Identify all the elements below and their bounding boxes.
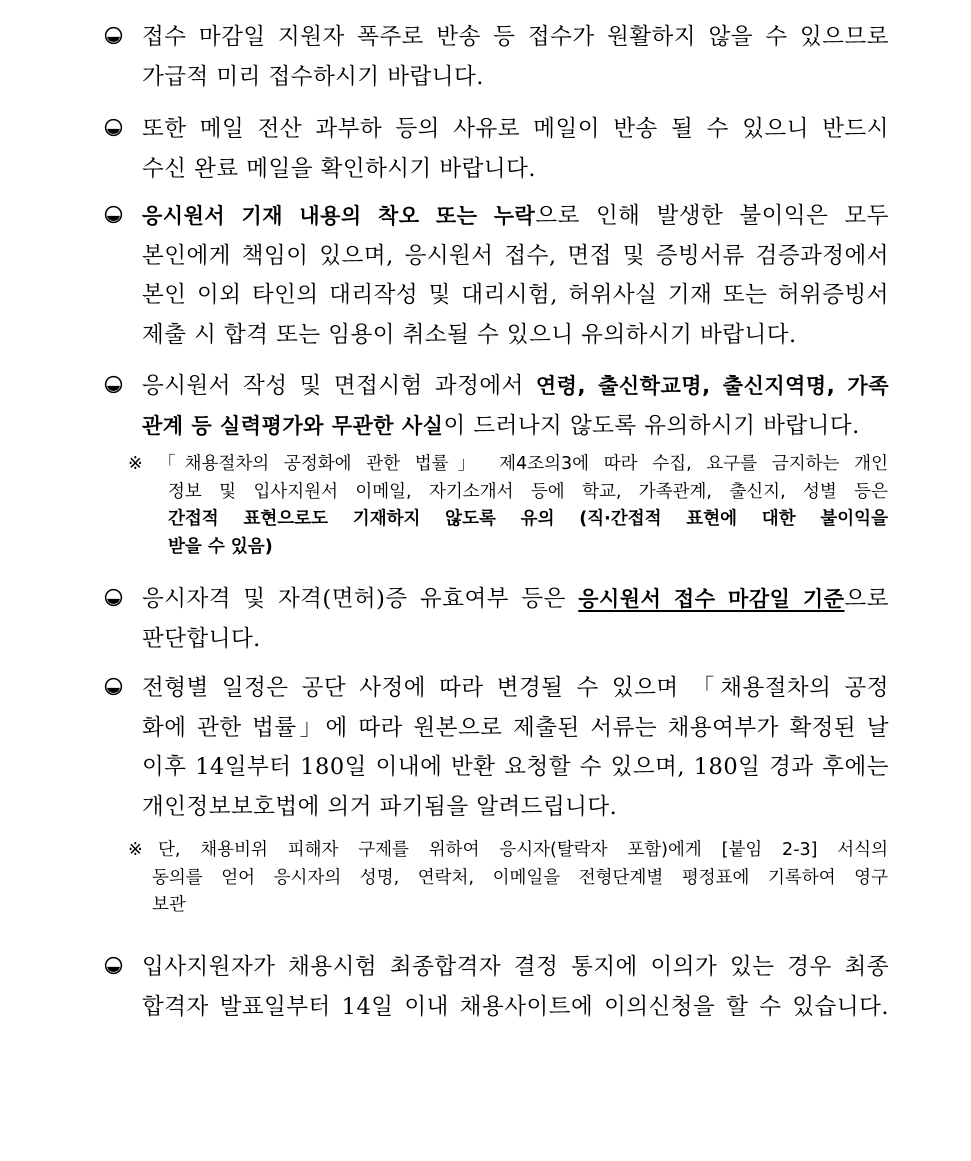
paragraph-line — [142, 150, 536, 189]
paragraph-line — [142, 237, 889, 276]
paragraph-line — [142, 580, 889, 619]
emphasis-text: 연령, 출신학교명, 출신지역명, 가족 — [535, 374, 889, 398]
paragraph-line — [142, 620, 261, 659]
paragraph-line — [142, 748, 889, 787]
emphasis-text: 관계 등 실력평가와 무관한 사실 — [142, 413, 444, 438]
paragraph-line — [142, 197, 889, 236]
text-span: 이 드러나지 않도록 유의하시기 바랍니다. — [443, 412, 860, 439]
note-line — [158, 837, 888, 864]
emphasis-text: 응시원서 접수 마감일 기준 — [578, 587, 845, 611]
text-span: 응시원서 작성 및 면접시험 과정에서 — [142, 373, 536, 399]
text-span: 화에 관한 법률」에 따라 원본으로 제출된 서류는 채용여부가 확정된 날 — [142, 714, 889, 741]
text-span: 으로 인해 발생한 불이익은 모두 — [535, 203, 889, 229]
paragraph-line — [142, 948, 889, 987]
paragraph-line — [142, 669, 889, 708]
text-span: 동의를 얻어 응시자의 성명, 연락처, 이메일을 전형단계별 평정표에 기록하여 영구 — [152, 867, 888, 888]
text-span: 합격자 발표일부터 14일 이내 채용사이트에 이의신청을 할 수 있습니다. — [142, 993, 889, 1020]
text-span: 판단합니다. — [142, 625, 261, 652]
paragraph-line — [142, 110, 889, 149]
note-line — [168, 506, 888, 533]
text-span: 접수 마감일 지원자 폭주로 반송 등 접수가 원활하지 않을 수 있으므로 — [142, 24, 889, 50]
paragraph-line — [142, 316, 797, 355]
note-line — [168, 534, 888, 561]
circle-bullet-icon — [104, 956, 123, 975]
circle-bullet-icon — [104, 118, 123, 137]
paragraph-line — [142, 407, 860, 446]
paragraph-line — [142, 709, 889, 748]
circle-bullet-icon — [104, 205, 123, 224]
paragraph-line — [142, 367, 889, 406]
note-line — [152, 892, 888, 919]
circle-bullet-icon — [104, 677, 123, 696]
paragraph-line — [142, 988, 889, 1027]
text-span: 입사지원자가 채용시험 최종합격자 결정 통지에 이의가 있는 경우 최종 — [142, 954, 889, 980]
text-span: 가급적 미리 접수하시기 바랍니다. — [142, 63, 484, 90]
note-line — [158, 451, 888, 478]
text-span: 단, 채용비위 피해자 구제를 위하여 응시자(탈락자 포함)에게 [붙임 2-3] 서식의 — [158, 840, 888, 860]
text-span: 개인정보보호법에 의거 파기됨을 알려드립니다. — [142, 793, 618, 820]
paragraph-line — [142, 276, 889, 315]
text-span: 정보 및 입사지원서 이메일, 자기소개서 등에 학교, 가족관계, 출신지, 성별 등은 — [168, 481, 888, 502]
emphasis-text: 간접적 표현으로도 기재하지 않도록 유의 (직·간접적 표현에 대한 불이익을 — [168, 509, 888, 529]
reference-mark: ※ — [128, 840, 143, 860]
paragraph-line — [142, 788, 617, 827]
text-span: 으로 — [844, 586, 889, 612]
circle-bullet-icon — [104, 26, 123, 45]
text-span: 또한 메일 전산 과부하 등의 사유로 메일이 반송 될 수 있으니 반드시 — [142, 116, 889, 142]
note-line — [152, 865, 888, 892]
emphasis-text: 응시원서 기재 내용의 착오 또는 누락 — [142, 204, 536, 228]
circle-bullet-icon — [104, 588, 123, 607]
text-span: 「채용절차의 공정화에 관한 법률」 제4조의3에 따라 수집, 요구를 금지하는 개인 — [158, 454, 888, 474]
text-span: 보관 — [152, 895, 186, 915]
paragraph-line — [142, 18, 889, 57]
note-line — [168, 479, 888, 506]
circle-bullet-icon — [104, 375, 123, 394]
text-span: 전형별 일정은 공단 사정에 따라 변경될 수 있으며 「채용절차의 공정 — [142, 675, 889, 701]
text-span: 이후 14일부터 180일 이내에 반환 요청할 수 있으며, 180일 경과 후에는 — [142, 754, 889, 780]
text-span: 응시자격 및 자격(면허)증 유효여부 등은 — [142, 586, 579, 612]
reference-mark: ※ — [128, 454, 143, 474]
emphasis-text: 받을 수 있음) — [168, 536, 273, 557]
text-span: 수신 완료 메일을 확인하시기 바랍니다. — [142, 155, 537, 182]
text-span: 본인 이외 타인의 대리작성 및 대리시험, 허위사실 기재 또는 허위증빙서 — [142, 282, 889, 308]
paragraph-line — [142, 58, 484, 97]
text-span: 본인에게 책임이 있으며, 응시원서 접수, 면접 및 증빙서류 검증과정에서 — [142, 242, 889, 269]
text-span: 제출 시 합격 또는 임용이 취소될 수 있으니 유의하시기 바랍니다. — [142, 321, 797, 348]
